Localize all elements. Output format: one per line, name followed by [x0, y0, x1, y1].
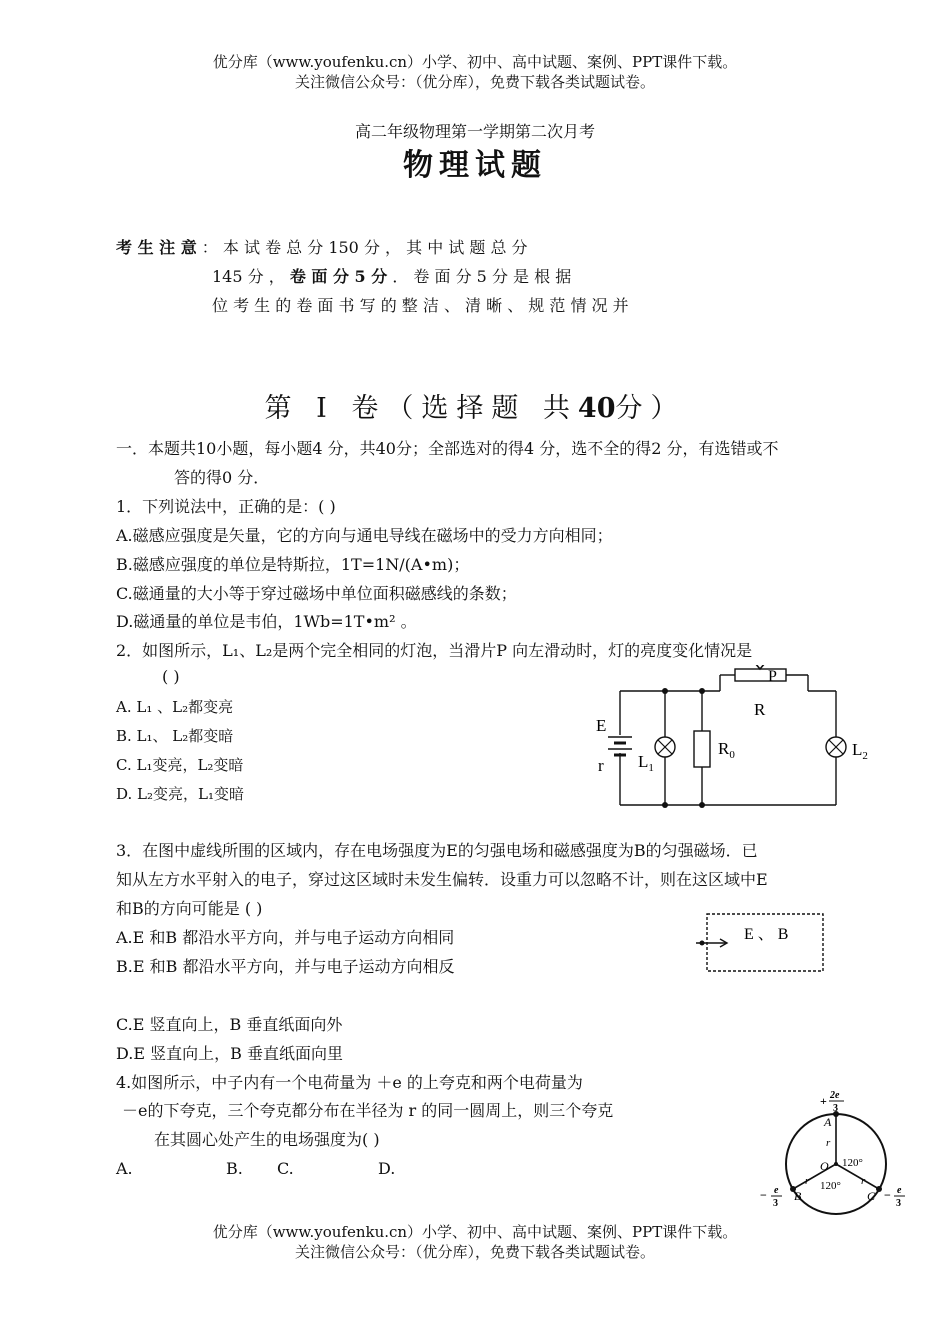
header-line-1: 优分库（www.youfenku.cn）小学、初中、高中试题、案例、PPT课件下载。	[212, 53, 738, 71]
junction-dot	[699, 688, 705, 694]
junction-dot	[662, 802, 668, 808]
q4-line-3: 在其圆心处产生的电场强度为( )	[154, 1130, 380, 1149]
top-charge-num: 2e	[830, 1090, 840, 1101]
right-charge-sign: −	[884, 1188, 891, 1202]
q3-line-3: 和B的方向可能是 ( )	[116, 899, 263, 918]
label-r-top: r	[826, 1137, 831, 1149]
instructions-line-2: 答的得0 分．	[174, 468, 270, 487]
resistor-r0	[694, 731, 710, 767]
quark-c	[876, 1186, 882, 1192]
q1-option-d: D.磁通量的单位是韦伯，1Wb=1T•m² 。	[116, 612, 417, 631]
junction-dot	[699, 802, 705, 808]
section-heading-post: 分）	[615, 393, 686, 424]
q4-option-d: D.	[378, 1159, 396, 1178]
notice-line2-c: ． 卷 面 分 5 分 是 根 据	[392, 267, 572, 286]
field-region-diagram	[692, 908, 832, 978]
q2-option-b: B. L₁、 L₂都变暗	[116, 727, 234, 745]
notice-line-1	[116, 233, 528, 262]
notice-line1-text: ： 本 试 卷 总 分 150 分 ， 其 中 试 题 总 分	[196, 238, 528, 257]
q2-option-d: D. L₂变亮，L₁变暗	[116, 785, 244, 803]
label-angle-1: 120°	[842, 1157, 863, 1169]
q1-option-b: B.磁感应强度的单位是特斯拉，1T=1N/(A•m)；	[116, 555, 470, 574]
electron-dot	[700, 941, 705, 946]
left-charge-den: 3	[773, 1198, 778, 1209]
section-heading-pre: 第 Ⅰ 卷（选择题 共	[264, 393, 578, 424]
label-c: C	[867, 1189, 876, 1203]
notice-line2-b: 卷 面 分 5 分	[289, 267, 388, 286]
center-o	[834, 1162, 838, 1166]
q4-option-c: C.	[277, 1159, 294, 1178]
label-e-b: E 、 B	[744, 926, 789, 943]
q3-line-2: 知从左方水平射入的电子，穿过这区域时未发生偏转．设重力可以忽略不计，则在这区域中E	[116, 870, 768, 889]
q3-option-b: B.E 和B 都沿水平方向，并与电子运动方向相反	[116, 957, 455, 976]
quark-circle-diagram	[756, 1088, 916, 1218]
label-p: P	[768, 668, 777, 685]
q1-stem: 1．下列说法中，正确的是：( )	[116, 497, 336, 516]
q3-option-a: A.E 和B 都沿水平方向，并与电子运动方向相同	[116, 928, 455, 947]
left-charge-num: e	[774, 1185, 779, 1196]
left-charge-sign: −	[760, 1188, 767, 1202]
footer-line-1: 优分库（www.youfenku.cn）小学、初中、高中试题、案例、PPT课件下载。	[212, 1223, 738, 1241]
q4-line-1: 4.如图所示，中子内有一个电荷量为 ＋e 的上夸克和两个电荷量为	[116, 1073, 583, 1092]
notice-line-3: 位 考 生 的 卷 面 书 写 的 整 洁 、 清 晰 、 规 范 情 况 并	[212, 296, 629, 315]
right-charge-num: e	[897, 1185, 902, 1196]
label-e: E	[596, 716, 607, 735]
top-charge-sign: +	[820, 1094, 827, 1108]
label-r-internal: r	[598, 756, 604, 775]
right-charge-den: 3	[896, 1198, 901, 1209]
header-line-2: 关注微信公众号：（优分库），免费下载各类试题试卷。	[294, 73, 655, 91]
q4-line-2: －e的下夸克，三个夸克都分布在半径为 r 的同一圆周上，则三个夸克	[122, 1101, 614, 1120]
label-l2: $L_2$	[852, 740, 868, 762]
q4-option-b: B.	[226, 1159, 243, 1178]
circuit-diagram	[590, 665, 880, 815]
q1-option-a: A.磁感应强度是矢量，它的方向与通电导线在磁场中的受力方向相同；	[116, 526, 613, 545]
page-title: 物理试题	[403, 148, 547, 183]
label-o: O	[820, 1159, 829, 1173]
q3-option-c: C.E 竖直向上，B 垂直纸面向外	[116, 1015, 343, 1034]
notice-label: 考 生 注 意	[116, 238, 197, 257]
lamp-l2-icon	[826, 737, 846, 757]
exam-subtitle: 高二年级物理第一学期第二次月考	[354, 122, 595, 141]
label-r: R	[754, 700, 766, 719]
q2-option-a: A. L₁ 、L₂都变亮	[116, 698, 234, 716]
q1-option-c: C.磁通量的大小等于穿过磁场中单位面积磁感线的条数；	[116, 584, 517, 603]
q2-paren: ( )	[162, 667, 180, 686]
label-angle-2: 120°	[820, 1180, 841, 1192]
footer-line-2: 关注微信公众号：（优分库），免费下载各类试题试卷。	[294, 1243, 655, 1261]
label-l1: $L_1$	[638, 752, 654, 774]
instructions-line-1: 一．本题共10小题，每小题4 分，共40分；全部选对的得4 分，选不全的得2 分，有选错或不	[116, 439, 779, 458]
lamp-l1-icon	[655, 737, 675, 757]
label-b: B	[794, 1189, 802, 1203]
rheostat-r	[735, 669, 786, 681]
q4-option-a: A.	[116, 1159, 133, 1178]
q2-stem: 2．如图所示，L₁、L₂是两个完全相同的灯泡，当滑片P 向左滑动时，灯的亮度变化情况是	[116, 641, 753, 660]
section-heading-num: 40	[577, 393, 616, 424]
label-a: A	[824, 1115, 832, 1129]
top-charge-den: 3	[833, 1103, 838, 1114]
q3-option-d: D.E 竖直向上，B 垂直纸面向里	[116, 1044, 343, 1063]
label-r-right: r	[861, 1175, 866, 1187]
junction-dot	[662, 688, 668, 694]
q3-line-1: 3．在图中虚线所围的区域内，存在电场强度为E的匀强电场和磁感强度为B的匀强磁场．已	[116, 841, 758, 860]
label-r-left: r	[805, 1175, 810, 1187]
section-heading	[0, 386, 950, 425]
label-r0: $R_0$	[718, 739, 735, 761]
notice-line-2	[212, 262, 571, 291]
notice-line2-a: 145 分 ，	[212, 267, 285, 286]
q2-option-c: C. L₁变亮，L₂变暗	[116, 756, 244, 774]
